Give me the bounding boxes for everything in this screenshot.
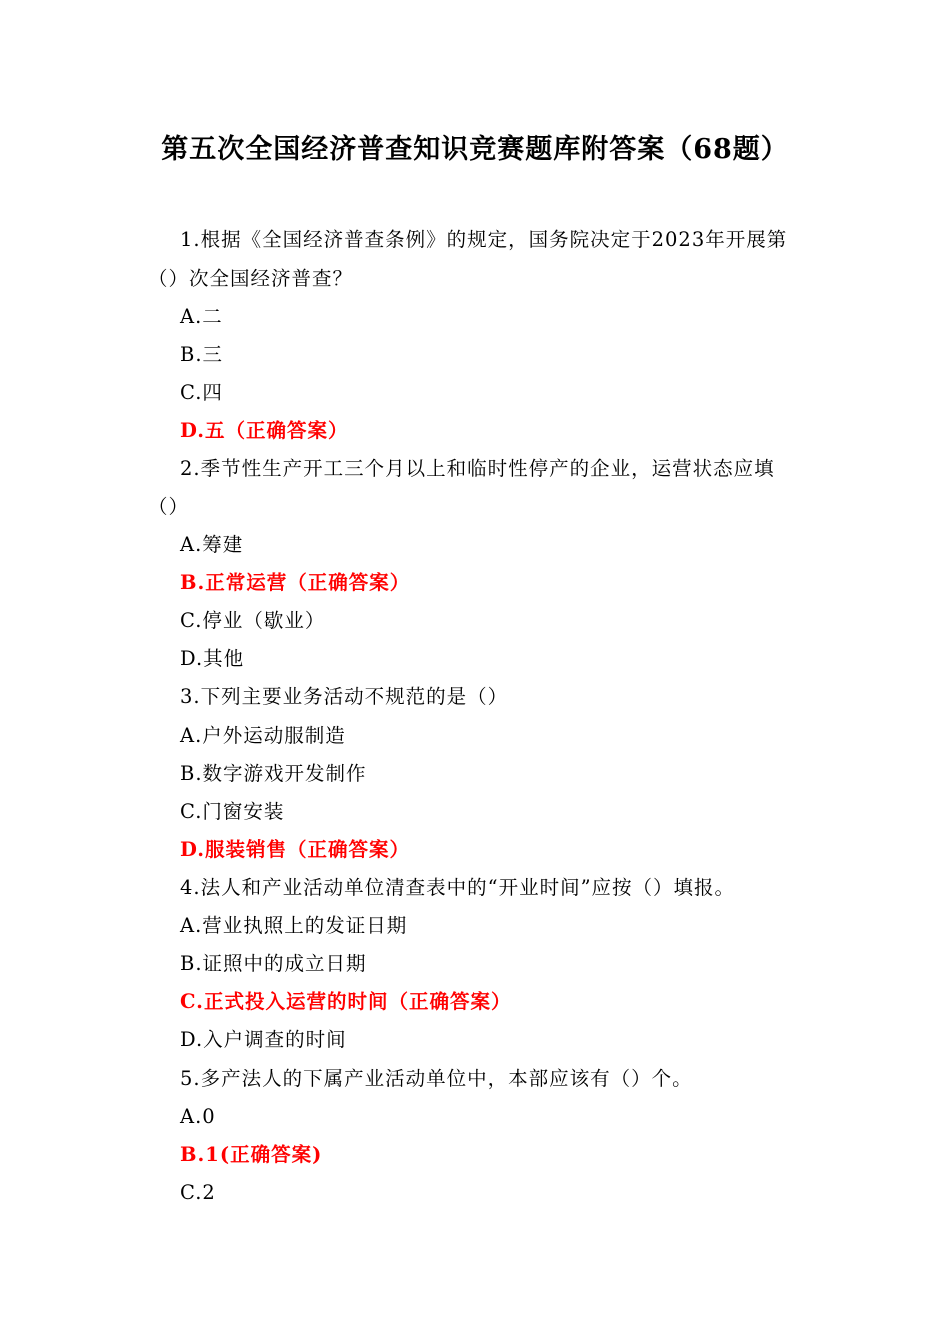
question-3-text: 3.下列主要业务活动不规范的是（） [180, 685, 509, 708]
question-2-option-b-correct: B.正常运营（正确答案） [180, 571, 411, 594]
question-5-text: 5.多产法人的下属产业活动单位中，本部应该有（）个。 [180, 1067, 693, 1090]
document-title: 第五次全国经济普查知识竞赛题库附答案（68题） [161, 134, 789, 165]
question-5-option-b-correct: B.1(正确答案) [180, 1143, 323, 1166]
question-4-option-c-correct: C.正式投入运营的时间（正确答案） [180, 990, 512, 1013]
question-4-text: 4.法人和产业活动单位清查表中的“开业时间”应按（）填报。 [180, 876, 736, 899]
question-4-option-a: A.营业执照上的发证日期 [180, 914, 408, 937]
question-2-text-line1: 2.季节性生产开工三个月以上和临时性停产的企业，运营状态应填 [180, 457, 775, 480]
question-2-text-line2: （） [148, 495, 190, 518]
question-5-option-a: A.0 [180, 1105, 216, 1128]
question-1-option-b: B.三 [180, 343, 224, 366]
question-1-text-line1: 1.根据《全国经济普查条例》的规定，国务院决定于2023年开展第 [180, 228, 788, 251]
question-3-option-a: A.户外运动服制造 [180, 724, 346, 747]
question-1-text-line2: （）次全国经济普查？ [148, 267, 354, 290]
question-3-option-d-correct: D.服装销售（正确答案） [180, 838, 411, 861]
question-3-option-b: B.数字游戏开发制作 [180, 762, 367, 785]
question-1-option-d-correct: D.五（正确答案） [180, 419, 349, 442]
question-1-option-c: C.四 [180, 381, 223, 404]
question-4-option-b: B.证照中的成立日期 [180, 952, 367, 975]
question-5-option-c: C.2 [180, 1181, 216, 1204]
question-2-option-c: C.停业（歇业） [180, 609, 326, 632]
question-3-option-c: C.门窗安装 [180, 800, 285, 823]
question-2-option-d: D.其他 [180, 647, 245, 670]
question-4-option-d: D.入户调查的时间 [180, 1028, 347, 1051]
question-1-option-a: A.二 [180, 305, 223, 328]
question-2-option-a: A.筹建 [180, 533, 244, 556]
